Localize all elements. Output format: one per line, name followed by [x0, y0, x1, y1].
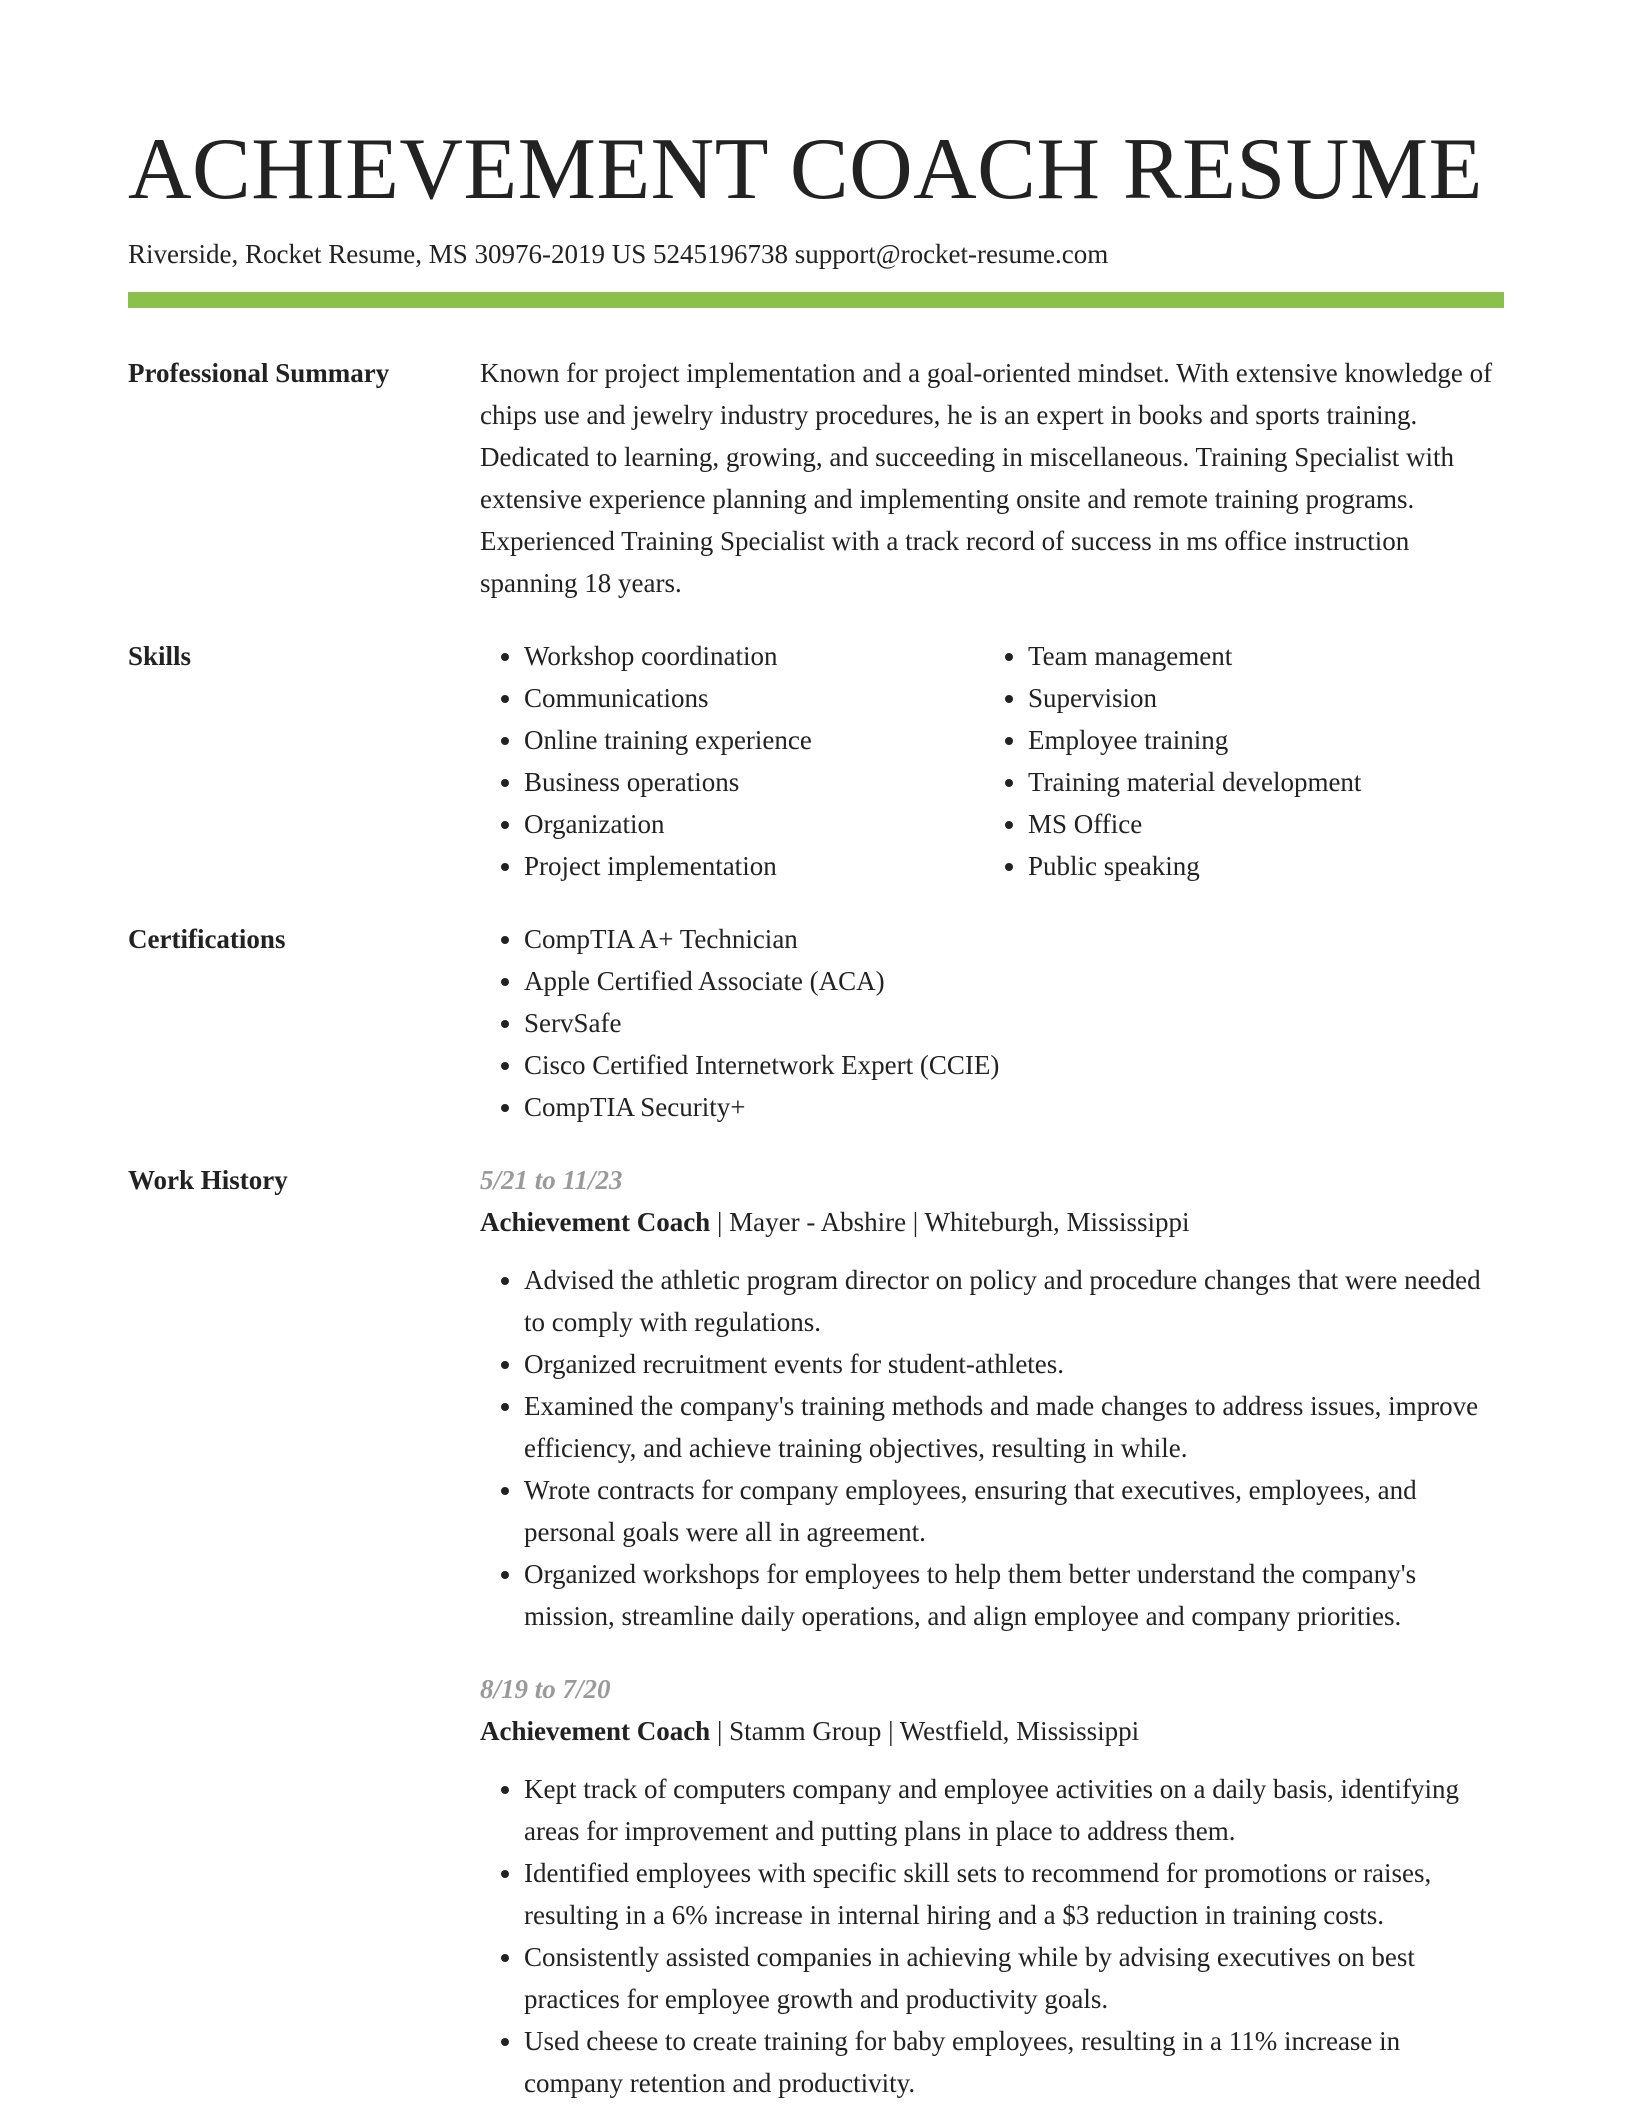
job-bullet: • Kept track of computers company and employee activities on a daily basis, identifying areas for improvement and putting plans in place to address them.: [524, 1768, 1504, 1852]
certifications-body: [480, 918, 1504, 1128]
skills-section: [128, 635, 1504, 887]
job-bullets: [480, 1768, 1504, 2104]
skills-list-right: [984, 635, 1488, 887]
skill-item: • Employee training: [1028, 719, 1488, 761]
skills-list-left: [480, 635, 984, 887]
job-bullet: • Used cheese to create training for baby employees, resulting in a 11% increase in company retention and productivity.: [524, 2020, 1504, 2104]
summary-body: [480, 352, 1504, 604]
certification-item: • ServSafe: [524, 1002, 1504, 1044]
job-bullet: • Consistently assisted companies in achieving while by advising executives on best practices for employee growth and productivity goals.: [524, 1936, 1504, 2020]
skill-item: • Communications: [524, 677, 984, 719]
skill-item: • Team management: [1028, 635, 1488, 677]
job-title: Achievement Coach: [480, 1207, 711, 1237]
work-history-section: [128, 1159, 1504, 2104]
summary-heading: Professional Summary: [128, 358, 390, 388]
contact-line: Riverside, Rocket Resume, MS 30976-2019 US 5245196738 support@rocket-resume.com: [128, 239, 1109, 269]
summary-text: Known for project implementation and a goal-oriented mindset. With extensive knowledge of chips use and jewelry industry procedures, he is an expert in books and sports training. Dedicated to learning, growing, and succeeding in miscellaneous. Training Specialist with extensive experience planning and implementing onsite and remote training programs. Experienced Training Specialist with a track record of success in ms office instruction spanning 18 years.: [480, 358, 1493, 598]
job-header: [480, 1201, 1504, 1243]
summary-section: [128, 352, 1504, 604]
job-bullet: • Organized workshops for employees to help them better understand the company's mission, streamline daily operations, and align employee and company priorities.: [524, 1553, 1504, 1637]
job-header: [480, 1710, 1504, 1752]
certification-item: • CompTIA Security+: [524, 1086, 1504, 1128]
skills-heading: Skills: [128, 641, 192, 671]
certification-item: • Apple Certified Associate (ACA): [524, 960, 1504, 1002]
skill-item: • Business operations: [524, 761, 984, 803]
skill-item: • Workshop coordination: [524, 635, 984, 677]
skills-body: [480, 635, 1504, 887]
skill-item: • Project implementation: [524, 845, 984, 887]
skill-item: • Training material development: [1028, 761, 1488, 803]
job-bullet: • Organized recruitment events for student-athletes.: [524, 1343, 1504, 1385]
job-dates: 5/21 to 11/23: [480, 1165, 623, 1195]
job-details: | Stamm Group | Westfield, Mississippi: [710, 1716, 1140, 1746]
job-dates: 8/19 to 7/20: [480, 1674, 611, 1704]
work-history-body: [480, 1159, 1504, 2104]
skill-item: • Supervision: [1028, 677, 1488, 719]
certifications-list: [480, 918, 1504, 1128]
certifications-heading: Certifications: [128, 924, 286, 954]
skill-item: • Organization: [524, 803, 984, 845]
job-entry: [480, 1159, 1504, 1637]
job-bullet: • Examined the company's training methods and made changes to address issues, improve efficiency, and achieve training objectives, resulting in while.: [524, 1385, 1504, 1469]
work-history-heading: Work History: [128, 1165, 288, 1195]
job-title: Achievement Coach: [480, 1716, 711, 1746]
certification-item: • CompTIA A+ Technician: [524, 918, 1504, 960]
resume-title: ACHIEVEMENT COACH RESUME: [128, 121, 1483, 218]
accent-divider: [128, 292, 1504, 308]
job-entry: [480, 1668, 1504, 2104]
certifications-section: [128, 918, 1504, 1128]
job-bullet: • Advised the athletic program director on policy and procedure changes that were needed to comply with regulations.: [524, 1259, 1504, 1343]
job-bullets: [480, 1259, 1504, 1637]
job-bullet: • Wrote contracts for company employees, ensuring that executives, employees, and personal goals were all in agreement.: [524, 1469, 1504, 1553]
resume-page: [128, 0, 1504, 2104]
certification-item: • Cisco Certified Internetwork Expert (CCIE): [524, 1044, 1504, 1086]
skill-item: • Online training experience: [524, 719, 984, 761]
job-details: | Mayer - Abshire | Whiteburgh, Mississippi: [710, 1207, 1190, 1237]
skill-item: • MS Office: [1028, 803, 1488, 845]
job-bullet: • Identified employees with specific skill sets to recommend for promotions or raises, resulting in a 6% increase in internal hiring and a $3 reduction in training costs.: [524, 1852, 1504, 1936]
skill-item: • Public speaking: [1028, 845, 1488, 887]
